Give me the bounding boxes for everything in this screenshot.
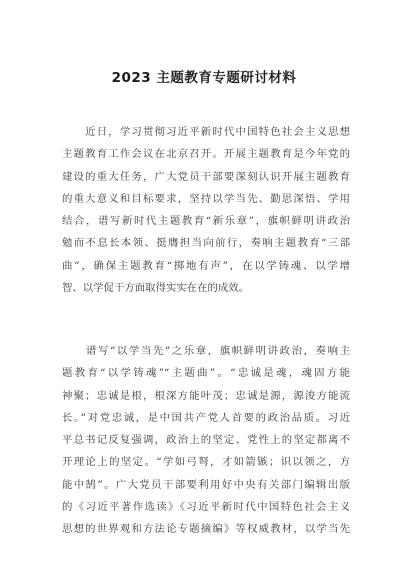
document-title: 2023 主题教育专题研讨材料 [111, 70, 297, 86]
paragraph-line: 长。”对党忠诚，是中国共产党人首要的政治品质。习近 [62, 411, 350, 424]
paragraph-line: 主题教育工作会议在北京召开。开展主题教育是今年党的 [62, 148, 350, 161]
paragraph-line: 思想的世界观和方法论专题摘编》等权威教材，以学当先 [62, 523, 350, 536]
paragraph-line: 题教育“以学铸魂”“主题曲”。“忠诚是魂，魂固方能 [62, 367, 350, 380]
paragraph-line: 智、以学促干方面取得实实在在的成效。 [62, 282, 250, 295]
paragraph-line: 的《习近平著作选读》《习近平新时代中国特色社会主义 [62, 501, 350, 514]
paragraph-line: 平总书记反复强调，政治上的坚定、党性上的坚定都离不 [62, 434, 350, 447]
paragraph-line: 勉而不息长本领、挺膺担当向前行，奏响主题教育“三部 [62, 237, 350, 250]
paragraph-line: 神聚；忠诚是根，根深方能叶茂；忠诚是源，源浚方能流 [62, 389, 350, 402]
paragraph-2 [62, 340, 350, 541]
paragraph-line: 曲”，确保主题教育“掷地有声”，在以学铸魂、以学增 [62, 259, 350, 272]
paragraph-1 [62, 121, 350, 299]
paragraph-line: 近日，学习贯彻习近平新时代中国特色社会主义思想 [62, 126, 350, 138]
paragraph-line: 能中鹄”。广大党员干部要利用好中央有关部门编辑出版 [62, 478, 350, 491]
paragraph-line: 开理论上的坚定。“学如弓弩，才如箭镞；识以领之，方 [62, 456, 350, 469]
paragraph-line: 的重大意义和目标要求，坚持以学当先、勤思深悟、学用 [62, 192, 350, 205]
paragraph-line: 谱写“以学当先”之乐章，旗帜鲜明讲政治，奏响主 [62, 345, 350, 357]
paragraph-line: 结合，谱写新时代主题教育“新乐章”，旗帜鲜明讲政治 [62, 215, 350, 228]
paragraph-line: 建设的重大任务，广大党员干部要深刻认识开展主题教育 [62, 170, 350, 183]
